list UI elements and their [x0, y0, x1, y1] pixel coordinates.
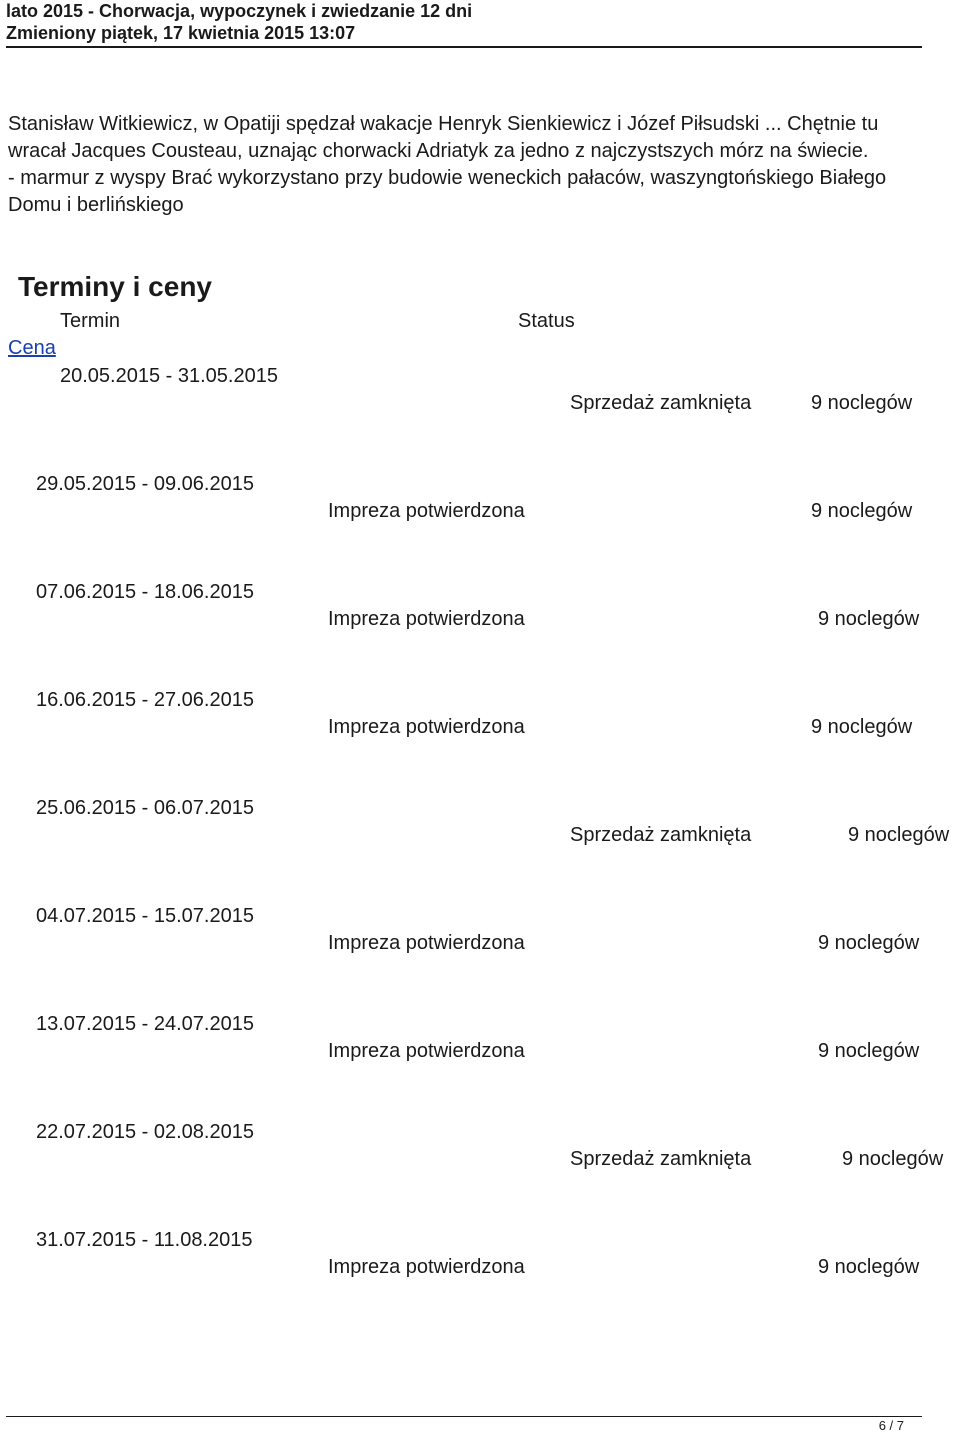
- row-6-noclegi: 9 noclegów: [818, 1040, 920, 1062]
- row-1-noclegi: 9 noclegów: [811, 500, 913, 522]
- row-7-status: Sprzedaż zamknięta: [570, 1148, 752, 1170]
- row-2-noclegi: 9 noclegów: [818, 608, 920, 630]
- row-8-noclegi: 9 noclegów: [818, 1256, 920, 1278]
- row-4-status: Sprzedaż zamknięta: [570, 824, 752, 846]
- row-6-termin: 13.07.2015 - 24.07.2015: [36, 1013, 254, 1035]
- modified-date: Zmieniony piątek, 17 kwietnia 2015 13:07: [6, 23, 356, 43]
- row-0-noclegi: 9 noclegów: [811, 392, 913, 414]
- column-header-cena-link[interactable]: Cena: [8, 337, 56, 359]
- document-title: lato 2015 - Chorwacja, wypoczynek i zwiedzanie 12 dni: [6, 1, 473, 21]
- row-5-status: Impreza potwierdzona: [328, 932, 525, 954]
- row-6-status: Impreza potwierdzona: [328, 1040, 525, 1062]
- row-7-termin: 22.07.2015 - 02.08.2015: [36, 1121, 254, 1143]
- row-4-termin: 25.06.2015 - 06.07.2015: [36, 797, 254, 819]
- page-number: 6 / 7: [878, 1418, 904, 1433]
- row-1-termin: 29.05.2015 - 09.06.2015: [36, 473, 254, 495]
- row-8-status: Impreza potwierdzona: [328, 1256, 525, 1278]
- section-title: Terminy i ceny: [18, 271, 213, 302]
- row-3-termin: 16.06.2015 - 27.06.2015: [36, 689, 254, 711]
- column-header-termin: Termin: [60, 310, 121, 332]
- paragraph-marble: - marmur z wyspy Brać wykorzystano przy budowie weneckich pałaców, waszyngtońskiego Białego Domu i berlińskiego: [8, 167, 887, 216]
- header-divider: [6, 46, 922, 48]
- row-1-status: Impreza potwierdzona: [328, 500, 525, 522]
- description-text: [8, 111, 920, 219]
- row-3-status: Impreza potwierdzona: [328, 716, 525, 738]
- row-5-noclegi: 9 noclegów: [818, 932, 920, 954]
- row-2-status: Impreza potwierdzona: [328, 608, 525, 630]
- row-2-termin: 07.06.2015 - 18.06.2015: [36, 581, 254, 603]
- footer-divider: [6, 1416, 922, 1417]
- column-header-status: Status: [518, 310, 575, 332]
- row-7-noclegi: 9 noclegów: [842, 1148, 944, 1170]
- row-0-status: Sprzedaż zamknięta: [570, 392, 752, 414]
- row-5-termin: 04.07.2015 - 15.07.2015: [36, 905, 254, 927]
- row-8-termin: 31.07.2015 - 11.08.2015: [36, 1229, 253, 1251]
- row-3-noclegi: 9 noclegów: [811, 716, 913, 738]
- row-0-termin: 20.05.2015 - 31.05.2015: [60, 365, 278, 387]
- row-4-noclegi: 9 noclegów: [848, 824, 950, 846]
- paragraph-famous-guests: Stanisław Witkiewicz, w Opatiji spędzał wakacje Henryk Sienkiewicz i Józef Piłsudski ... Chętnie tu wracał Jacques Cousteau, uznając chorwacki Adriatyk za jedno z najczystszych mórz na świecie.: [8, 113, 879, 162]
